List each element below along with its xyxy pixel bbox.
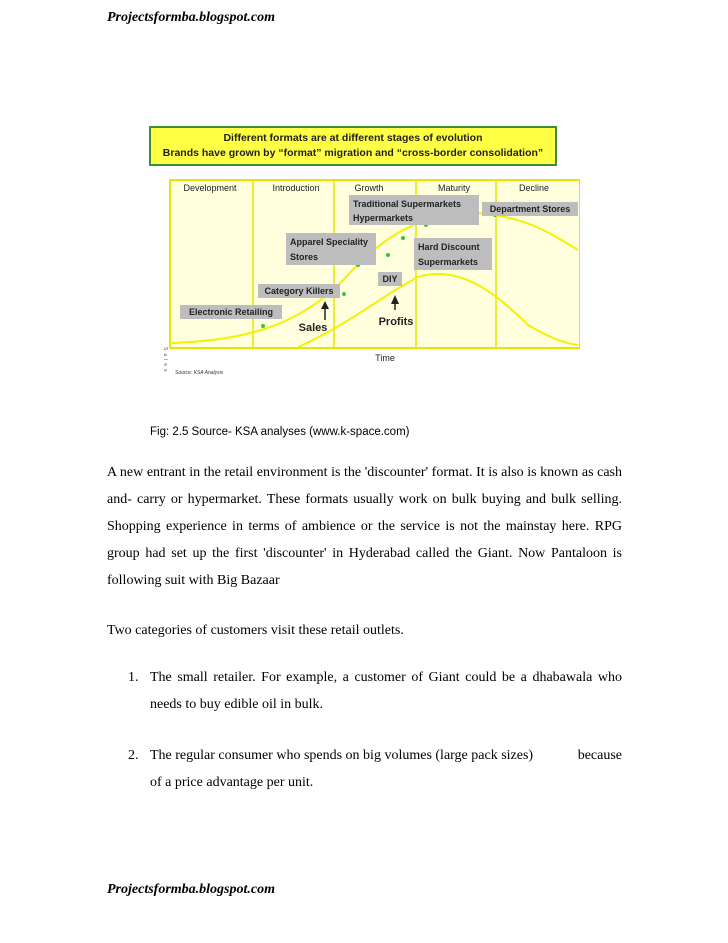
label-hard-discount-line2: Supermarkets	[418, 257, 479, 267]
label-apparel-line1: Apparel Speciality	[290, 237, 369, 247]
list-text: The small retailer. For example, a customer of Giant could be a dhabawala who needs to buy edible oil in bulk.	[150, 670, 622, 712]
paragraph-discounter: A new entrant in the retail environment is the 'discounter' format. It is also is known as cash and- carry or hypermarket. These formats usually work on bulk buying and bulk selling. Shopping experience in terms of ambience or the service is not the mainstay here. RPG group had set up the first 'discounter' in Hyderabad called the Giant. Now Pantaloon is following suit with Big Bazaar	[107, 465, 622, 588]
page-footer: Projectsformba.blogspot.com	[107, 882, 275, 897]
format-dot	[342, 292, 346, 296]
list-number: 2.	[128, 748, 139, 763]
evolution-diagram	[148, 125, 580, 387]
evolution-figure	[148, 125, 580, 387]
page-header: Projectsformba.blogspot.com	[107, 10, 275, 25]
list-text-end: of a price advantage per unit.	[150, 775, 314, 790]
paragraph-categories: Two categories of customers visit these retail outlets.	[107, 623, 404, 638]
figure-title-line1: Different formats are at different stages of evolution	[223, 132, 483, 144]
format-dot	[386, 253, 390, 257]
stage-growth: Growth	[354, 183, 384, 193]
stage-maturity: Maturity	[437, 183, 471, 193]
label-category-killers: Category Killers	[264, 286, 334, 296]
label-apparel-line2: Stores	[290, 252, 319, 262]
list-text-tail: because	[577, 748, 622, 763]
list-text	[150, 742, 622, 796]
y-axis-label: Sales	[162, 347, 168, 375]
label-traditional-supermarkets: Traditional Supermarkets	[353, 199, 462, 209]
label-sales: Sales	[298, 322, 328, 334]
figure-title-line2: Brands have grown by “format” migration and “cross-border consolidation”	[162, 147, 544, 159]
label-hypermarkets: Hypermarkets	[353, 213, 414, 223]
source-note: Source: KSA Analysis	[175, 370, 224, 376]
label-electronic-retailing: Electronic Retailing	[188, 307, 274, 317]
label-diy: DIY	[382, 274, 398, 284]
format-dot	[401, 236, 405, 240]
label-department-stores: Department Stores	[489, 204, 571, 214]
list-number: 1.	[128, 670, 139, 685]
label-profits: Profits	[378, 316, 414, 328]
figure-caption: Fig: 2.5 Source- KSA analyses (www.k-space.com)	[150, 426, 410, 438]
list-item	[107, 742, 622, 802]
time-axis-label: Time	[375, 353, 395, 363]
list-item	[107, 664, 622, 724]
list-text-main: The regular consumer who spends on big volumes (large pack sizes)	[150, 748, 534, 763]
stage-decline: Decline	[518, 183, 550, 193]
stage-introduction: Introduction	[272, 183, 320, 193]
format-dot	[261, 324, 265, 328]
label-hard-discount-line1: Hard Discount	[418, 242, 480, 252]
stage-development: Development	[183, 183, 237, 193]
